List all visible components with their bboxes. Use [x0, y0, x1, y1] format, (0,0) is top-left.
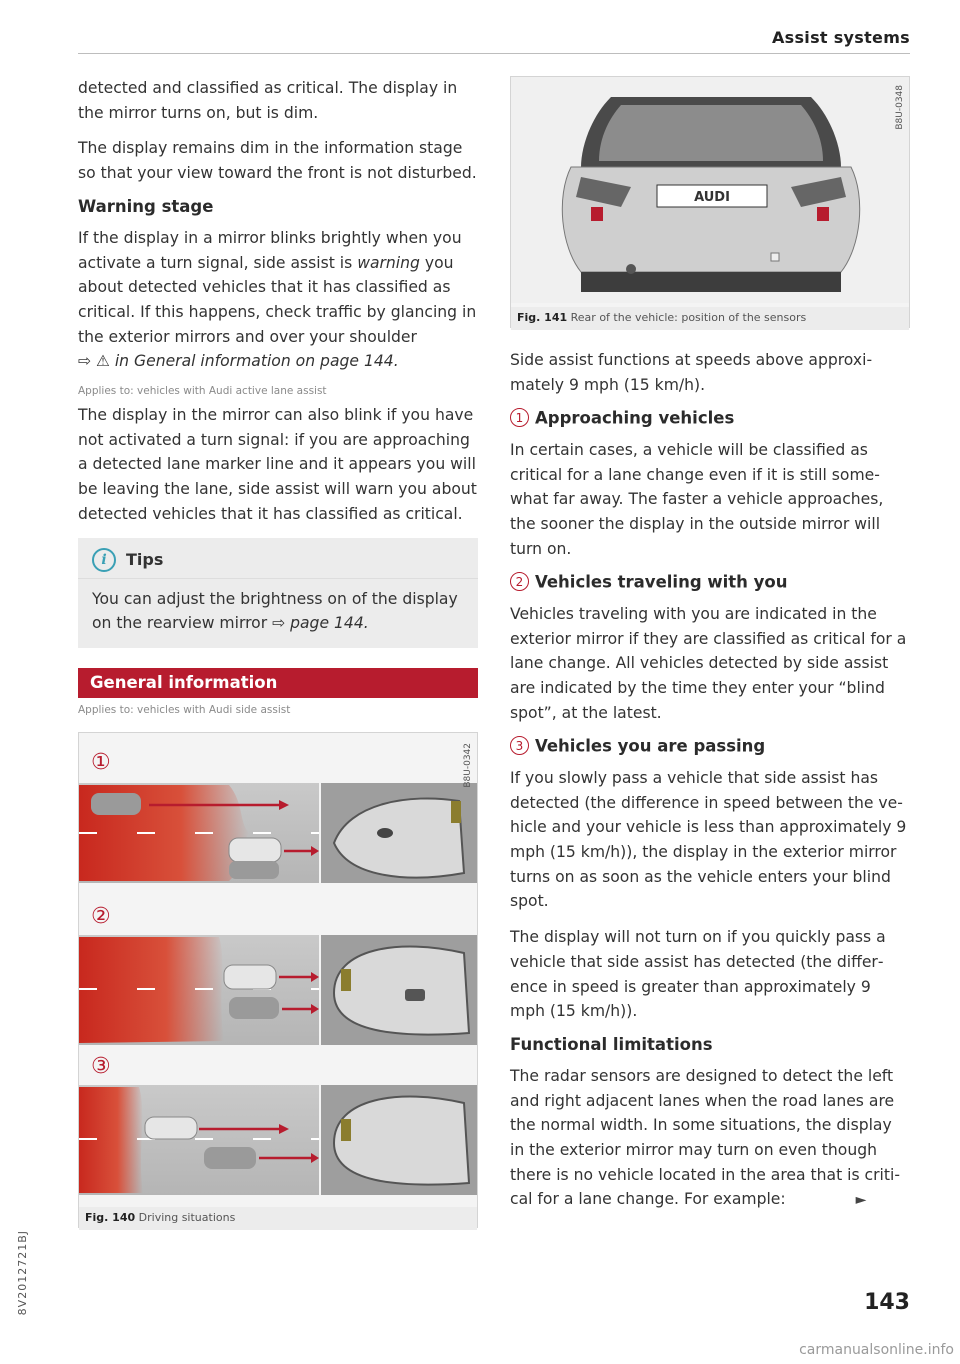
paragraph: The radar sensors are designed to detect the left and right adjacent lanes when the road lanes are the normal width. In some situations, the display in the exterior mirror may turn on even though there is no vehicle located in the area that is critical for a lane change. For example: ►: [510, 1066, 900, 1209]
paragraph: If the display in a mirror blinks brightly when you activate a turn signal, side assist is warning you about detected vehicles that it has classified as critical. If this happens, check traffic by glancing in the exterior mirrors and over your shoulder ⇨ ⚠ in General information on page 144.: [78, 228, 477, 371]
car-badge: AUDI: [694, 190, 730, 205]
paragraph: The display in the mirror can also blink if you have not activated a turn signal: if you are approaching a detected lane marker line and it appears you will be leaving the lane, side assist will warn you about detected vehicles that it has classified as critical.: [78, 406, 477, 523]
tips-text: You can adjust the brightness on of the display on the rearview mirror ⇨ page 144.: [92, 589, 458, 633]
general-information-heading: General information: [78, 668, 478, 698]
figure-caption: Fig. 140 Driving situations: [79, 1207, 477, 1230]
vehicle-rear-illustration: [511, 77, 909, 303]
panel-2-label: ②: [91, 903, 111, 929]
vehicles-traveling-heading: 2 Vehicles traveling with you: [510, 572, 910, 592]
page-number: 143: [864, 1290, 910, 1315]
panel-3-label: ③: [91, 1053, 111, 1079]
tips-box: [78, 538, 478, 648]
document-code: 8V2012721BJ: [16, 1230, 29, 1316]
driving-situations-illustration: [79, 733, 477, 1203]
cross-reference-link[interactable]: ⇨ ⚠ in General information on page 144.: [78, 352, 399, 371]
approaching-vehicles-heading: 1 Approaching vehicles: [510, 408, 910, 428]
paragraph: detected and classified as critical. The display in the mirror turns on, but is dim.: [78, 79, 458, 122]
figure-140: [78, 732, 478, 1228]
paragraph: Side assist functions at speeds above approximately 9 mph (15 km/h).: [510, 351, 873, 394]
watermark: carmanualsonline.info: [799, 1342, 954, 1358]
paragraph: Vehicles traveling with you are indicated in the exterior mirror if they are classified as critical for a lane change. All vehicles detected by side assist are indicated by the time they enter your “blind spot”, at the latest.: [510, 604, 907, 722]
figure-caption: Fig. 141 Rear of the vehicle: position of the sensors: [511, 307, 909, 330]
functional-limitations-heading: Functional limitations: [510, 1034, 713, 1054]
figure-code: B8U-0342: [463, 742, 473, 788]
number-2-icon: 2: [510, 572, 529, 591]
right-column: [510, 76, 910, 1224]
paragraph: If you slowly pass a vehicle that side assist has detected (the difference in speed between the vehicle and your vehicle is less than approximately 9 mph (15 km/h)), the display in the exterior mirror turns on as soon as the vehicle enters your blind spot.: [510, 768, 907, 911]
left-column: [78, 76, 478, 1228]
tips-header: [78, 548, 478, 579]
cross-reference-link[interactable]: ⇨ page 144.: [272, 614, 369, 633]
tips-title: Tips: [126, 550, 164, 570]
vehicles-passing-heading: 3 Vehicles you are passing: [510, 736, 910, 756]
panel-1-label: ①: [91, 749, 111, 775]
section-title: Assist systems: [771, 28, 910, 47]
page-header: [78, 26, 910, 54]
warning-stage-heading: Warning stage: [78, 196, 214, 216]
number-3-icon: 3: [510, 736, 529, 755]
figure-code: B8U-0348: [895, 85, 905, 130]
applies-to-note: Applies to: vehicles with Audi side assist: [78, 703, 291, 716]
paragraph: In certain cases, a vehicle will be classified as critical for a lane change even if it is still somewhat far away. The faster a vehicle approaches, the sooner the display in the outside mirror will turn on.: [510, 440, 884, 558]
number-1-icon: 1: [510, 408, 529, 427]
continue-arrow-icon: ►: [855, 1192, 867, 1209]
paragraph: The display remains dim in the information stage so that your view toward the front is not disturbed.: [78, 139, 477, 183]
figure-141: [510, 76, 910, 328]
applies-to-note: Applies to: vehicles with Audi active lane assist: [78, 385, 327, 398]
info-icon: i: [92, 548, 116, 572]
paragraph: The display will not turn on if you quickly pass a vehicle that side assist has detected (the difference in speed is greater than approximately 9 mph (15 km/h)).: [510, 928, 886, 1021]
